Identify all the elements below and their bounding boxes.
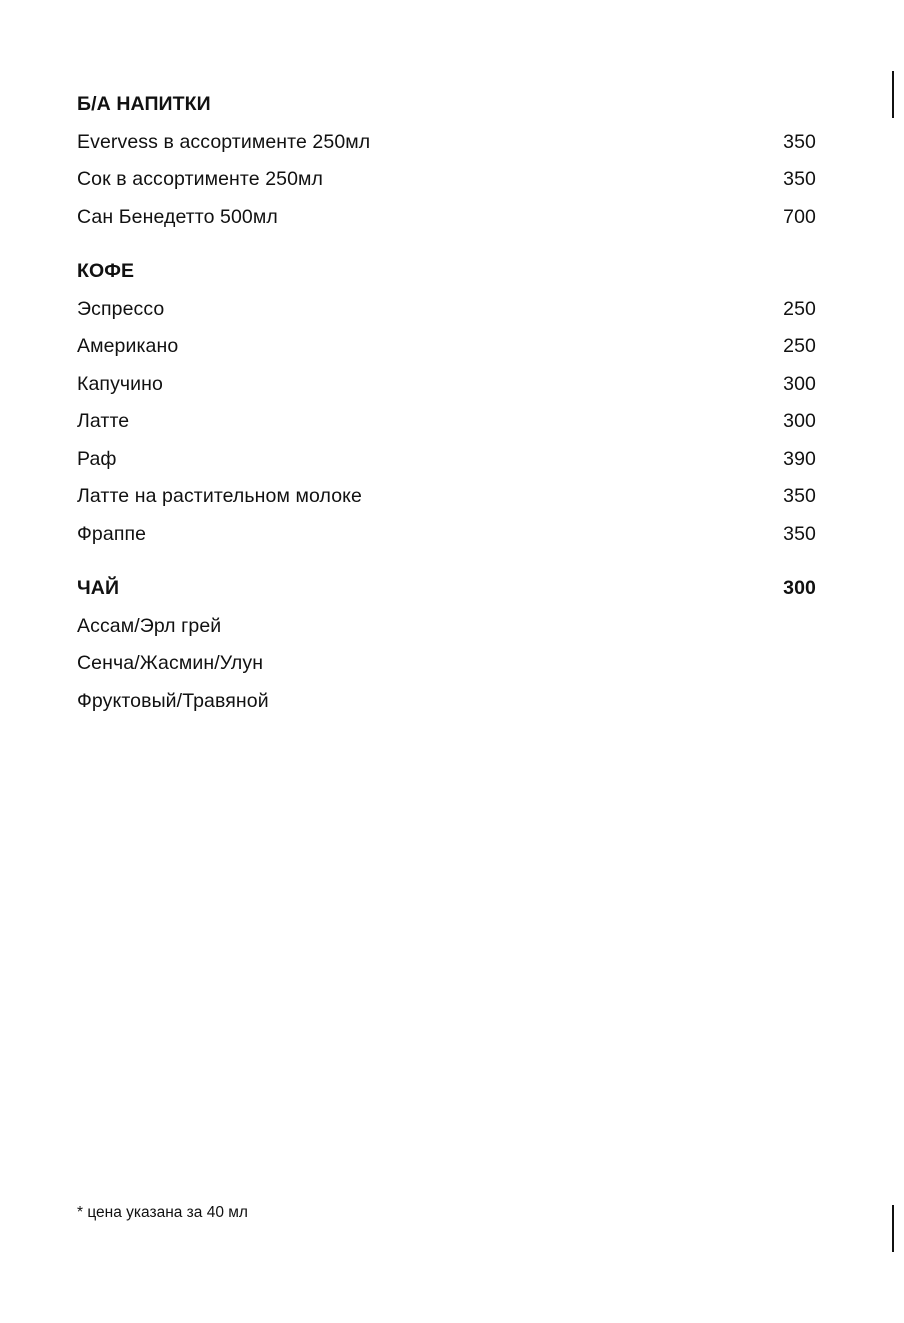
item-price: 350 [783, 130, 816, 153]
menu-item [77, 130, 816, 168]
item-name: Раф [77, 447, 117, 470]
menu-item [77, 689, 816, 727]
item-price: 700 [783, 205, 816, 228]
menu-item [77, 651, 816, 689]
section-tea [77, 576, 816, 726]
item-price: 250 [783, 297, 816, 320]
item-name: Фруктовый/Травяной [77, 689, 269, 712]
menu-item [77, 522, 816, 560]
item-name: Американо [77, 335, 179, 357]
item-price: 250 [783, 335, 816, 357]
menu-item [77, 484, 816, 522]
menu-content [77, 92, 816, 743]
item-name: Фраппе [77, 522, 147, 545]
item-name: Сенча/Жасмин/Улун [77, 652, 264, 674]
section-title: Б/А НАПИТКИ [77, 93, 211, 115]
item-name: Латте [77, 410, 130, 432]
menu-item [77, 614, 816, 652]
menu-item [77, 205, 816, 243]
menu-item [77, 167, 816, 205]
item-price: 350 [783, 522, 816, 545]
item-name: Латте на растительном молоке [77, 485, 362, 507]
item-name: Эспрессо [77, 297, 165, 320]
menu-item [77, 409, 816, 447]
section-coffee [77, 259, 816, 559]
item-price: 350 [783, 485, 816, 507]
item-name: Ассам/Эрл грей [77, 614, 222, 637]
section-title: ЧАЙ [77, 577, 120, 599]
price-footnote: * цена указана за 40 мл [77, 1204, 248, 1221]
crop-mark-top [892, 71, 894, 118]
item-name: Evervess в ассортименте 250мл [77, 130, 371, 153]
section-title: КОФЕ [77, 260, 135, 282]
section-header [77, 259, 816, 297]
item-name: Сан Бенедетто 500мл [77, 205, 278, 228]
item-price: 300 [783, 372, 816, 395]
item-price: 350 [783, 168, 816, 190]
menu-item [77, 334, 816, 372]
menu-item [77, 447, 816, 485]
item-name: Капучино [77, 372, 163, 395]
menu-item [77, 372, 816, 410]
section-title-price: 300 [783, 577, 816, 599]
section-header [77, 92, 816, 130]
item-price: 300 [783, 410, 816, 432]
section-soft-drinks [77, 92, 816, 242]
section-header [77, 576, 816, 614]
item-price: 390 [783, 447, 816, 470]
crop-mark-bottom [892, 1205, 894, 1252]
item-name: Сок в ассортименте 250мл [77, 168, 324, 190]
menu-item [77, 297, 816, 335]
